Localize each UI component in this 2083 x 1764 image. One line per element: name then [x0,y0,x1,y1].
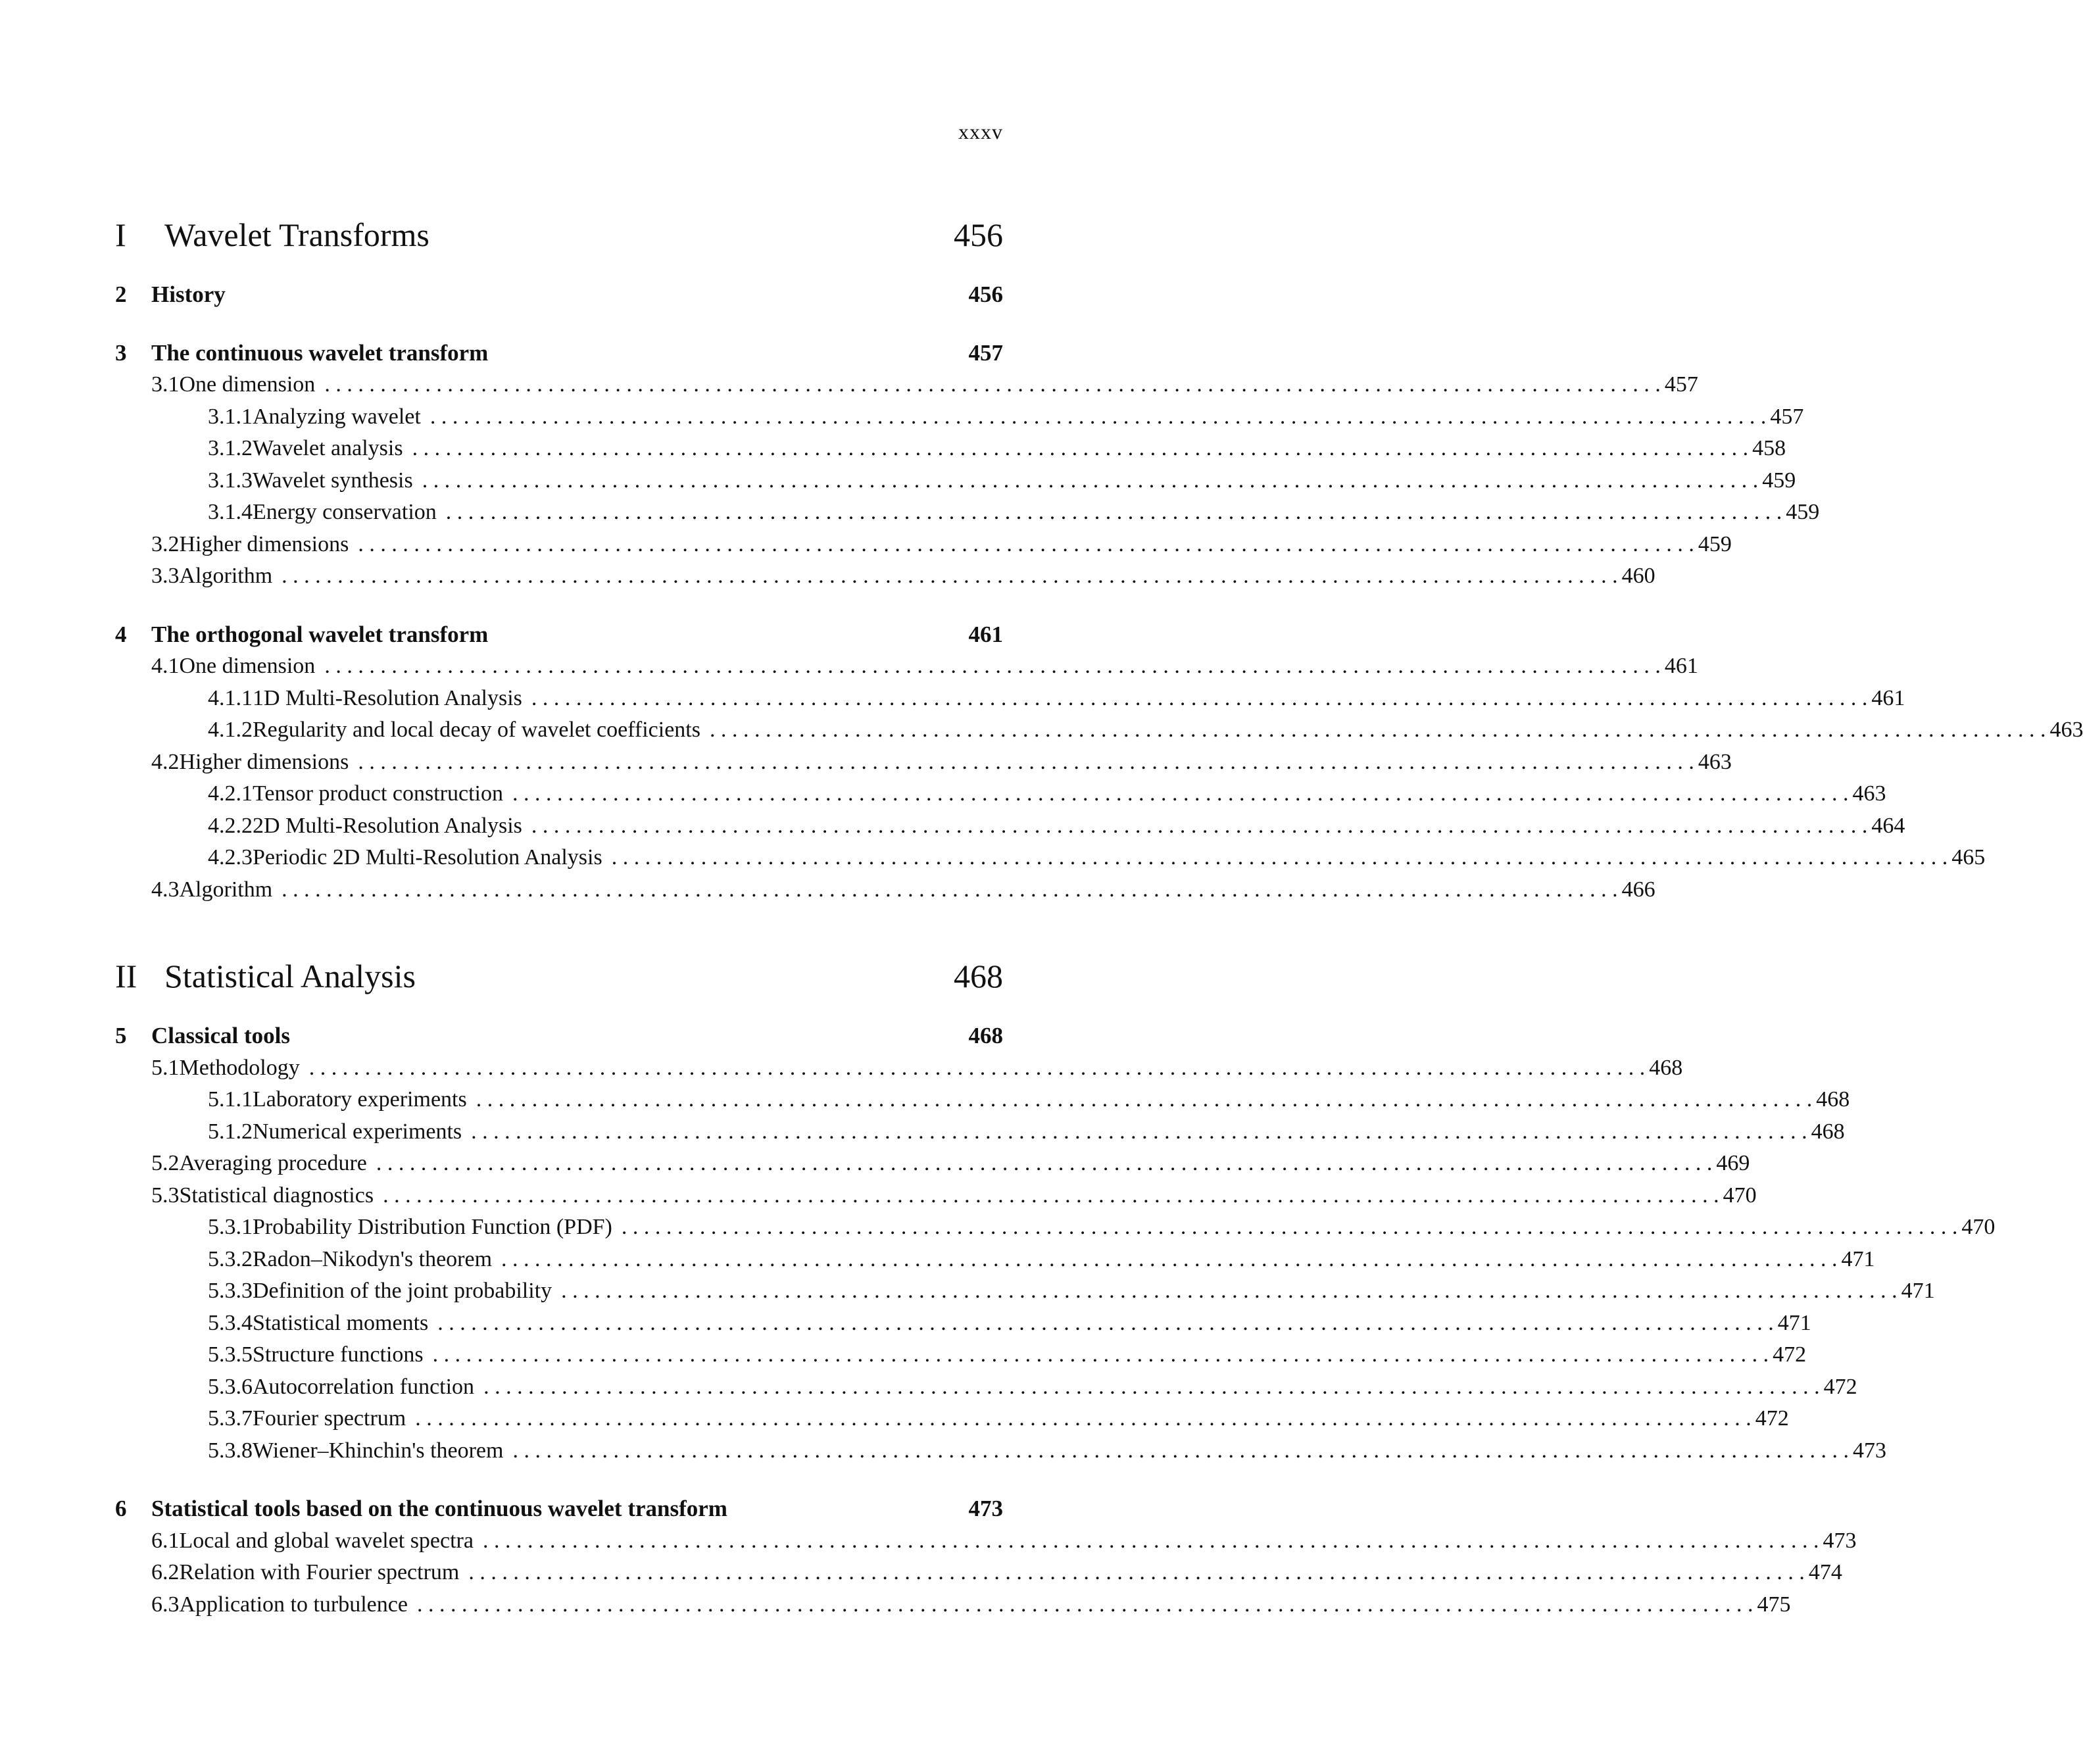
dot-leader: . . . . . . . . . . . . . . . . . . . . . . . . . . . . . . . . . . . . . . . . . . . . . . . . . . . . . . . . . . . . . . . . . . . . . . . . . . . . . . . . . . . . . . . . . . . . . . . . . . . . . . . . . . . . . . . . . . . . . . . . [531,685,1868,710]
entry-title: History [151,282,226,307]
entry-page: 468 [954,958,1003,994]
entry-page: 459 [1786,500,1820,524]
toc-entry-sub[interactable] [115,778,1886,810]
entry-number: 3.3 [151,564,180,588]
entry-page: 460 [1621,564,1655,588]
toc-entry-sec[interactable] [115,1148,1750,1180]
entry-title: Wavelet Transforms [164,216,429,253]
toc-entries [115,212,2083,1621]
entry-number: 5.3.5 [208,1342,253,1367]
entry-number: I [115,216,126,253]
entry-page: 470 [1961,1215,1996,1239]
toc-entry-sub[interactable] [115,1339,1807,1371]
entry-title: The continuous wavelet transform [151,339,489,366]
dot-leader: . . . . . . . . . . . . . . . . . . . . . . . . . . . . . . . . . . . . . . . . . . . . . . . . . . . . . . . . . . . . . . . . . . . . . . . . . . . . . . . . . . . . . . . . . . . . . . . . . . . . . . . . . . . . . . . . . . . . . . . . [611,845,1948,870]
entry-title: Classical tools [151,1023,290,1048]
entry-number: 5.3 [151,1183,180,1208]
entry-number: 5.3.7 [208,1406,253,1431]
entry-title: Definition of the joint probability [253,1279,552,1303]
entry-page: 458 [1752,436,1786,460]
toc-entry-sec[interactable] [115,1589,1791,1621]
entry-page: 468 [1816,1087,1850,1112]
entry-title: Wavelet analysis [253,436,403,460]
table-of-contents [115,116,2083,1621]
dot-leader: . . . . . . . . . . . . . . . . . . . . . . . . . . . . . . . . . . . . . . . . . . . . . . . . . . . . . . . . . . . . . . . . . . . . . . . . . . . . . . . . . . . . . . . . . . . . . . . . . . . . . . . . . . . . . . . . . . . . . . . . [429,404,1767,429]
entry-page: 468 [1649,1055,1683,1080]
entry-number: 5 [115,1023,127,1048]
entry-number: 3.1.2 [208,436,253,460]
entry-title: Higher dimensions [179,531,349,556]
entry-page: 471 [1841,1246,1875,1271]
toc-entry-sub[interactable] [115,1403,1789,1435]
entry-number: 3.2 [151,531,180,556]
entry-number: 3.1.4 [208,500,253,524]
dot-leader: . . . . . . . . . . . . . . . . . . . . . . . . . . . . . . . . . . . . . . . . . . . . . . . . . . . . . . . . . . . . . . . . . . . . . . . . . . . . . . . . . . . . . . . . . . . . . . . . . . . . . . . . . . . . . . . . . . . . . . . . [416,1592,1753,1617]
toc-entry-sec[interactable] [115,747,1732,779]
entry-number: 5.3.6 [208,1374,253,1399]
entry-number: 5.3.3 [208,1279,253,1303]
toc-entry-sub[interactable] [115,810,1905,843]
entry-number: 5.1 [151,1055,180,1080]
entry-title: Tensor product construction [253,781,503,806]
entry-number: 6.3 [151,1592,180,1617]
entry-page: 472 [1823,1374,1857,1399]
entry-number: 6.2 [151,1560,180,1584]
toc-entry-sub[interactable] [115,683,1905,715]
entry-page: 473 [968,1496,1003,1521]
dot-leader: . . . . . . . . . . . . . . . . . . . . . . . . . . . . . . . . . . . . . . . . . . . . . . . . . . . . . . . . . . . . . . . . . . . . . . . . . . . . . . . . . . . . . . . . . . . . . . . . . . . . . . . . . . . . . . . . . . . . . . . . [432,1342,1769,1367]
dot-leader: . . . . . . . . . . . . . . . . . . . . . . . . . . . . . . . . . . . . . . . . . . . . . . . . . . . . . . . . . . . . . . . . . . . . . . . . . . . . . . . . . . . . . . . . . . . . . . . . . . . . . . . . . . . . . . . . . . . . . . . . [412,436,1749,460]
entry-title: Fourier spectrum [253,1406,406,1431]
toc-entry-sec[interactable] [115,560,1655,593]
dot-leader: . . . . . . . . . . . . . . . . . . . . . . . . . . . . . . . . . . . . . . . . . . . . . . . . . . . . . . . . . . . . . . . . . . . . . . . . . . . . . . . . . . . . . . . . . . . . . . . . . . . . . . . . . . . . . . . . . . . . . . . . [561,1279,1898,1303]
dot-leader: . . . . . . . . . . . . . . . . . . . . . . . . . . . . . . . . . . . . . . . . . . . . . . . . . . . . . . . . . . . . . . . . . . . . . . . . . . . . . . . . . . . . . . . . . . . . . . . . . . . . . . . . . . . . . . . . . . . . . . . . [376,1151,1713,1175]
entry-page: 469 [1716,1151,1750,1175]
toc-entry-sub[interactable] [115,465,1796,497]
entry-title: Analyzing wavelet [253,404,421,429]
toc-entry-chap[interactable] [115,1493,1003,1525]
toc-entry-sub[interactable] [115,842,1986,874]
entry-title: Laboratory experiments [253,1087,467,1112]
entry-page: 461 [1664,654,1698,678]
page-number-header: xxxv [958,120,1003,143]
toc-entry-sub[interactable] [115,1116,1845,1148]
toc-entry-sub[interactable] [115,1308,1811,1340]
entry-page: 475 [1757,1592,1791,1617]
toc-entry-sub[interactable] [115,1084,1850,1116]
entry-title: Statistical Analysis [164,958,416,994]
dot-leader: . . . . . . . . . . . . . . . . . . . . . . . . . . . . . . . . . . . . . . . . . . . . . . . . . . . . . . . . . . . . . . . . . . . . . . . . . . . . . . . . . . . . . . . . . . . . . . . . . . . . . . . . . . . . . . . . . . . . . . . . [383,1183,1719,1208]
dot-leader: . . . . . . . . . . . . . . . . . . . . . . . . . . . . . . . . . . . . . . . . . . . . . . . . . . . . . . . . . . . . . . . . . . . . . . . . . . . . . . . . . . . . . . . . . . . . . . . . . . . . . . . . . . . . . . . . . . . . . . . . [282,877,1618,902]
entry-title: Relation with Fourier spectrum [179,1560,460,1584]
dot-leader: . . . . . . . . . . . . . . . . . . . . . . . . . . . . . . . . . . . . . . . . . . . . . . . . . . . . . . . . . . . . . . . . . . . . . . . . . . . . . . . . . . . . . . . . . . . . . . . . . . . . . . . . . . . . . . . . . . . . . . . . [422,468,1759,493]
toc-entry-sub[interactable] [115,1275,1935,1308]
entry-page: 474 [1808,1560,1842,1584]
entry-number: II [115,958,137,994]
entry-number: 5.3.2 [208,1246,253,1271]
toc-entry-sec[interactable] [115,369,1698,401]
entry-title: Statistical diagnostics [179,1183,374,1208]
dot-leader: . . . . . . . . . . . . . . . . . . . . . . . . . . . . . . . . . . . . . . . . . . . . . . . . . . . . . . . . . . . . . . . . . . . . . . . . . . . . . . . . . . . . . . . . . . . . . . . . . . . . . . . . . . . . . . . . . . . . . . . . [324,372,1661,397]
entry-number: 3.1.1 [208,404,253,429]
entry-title: Algorithm [179,877,273,902]
entry-title: Averaging procedure [179,1151,367,1175]
entry-title: 2D Multi-Resolution Analysis [253,813,522,838]
entry-page: 468 [968,1023,1003,1048]
entry-page: 465 [1951,845,1986,870]
entry-page: 472 [1755,1406,1789,1431]
entry-page: 456 [954,216,1003,253]
entry-number: 4 [115,621,127,647]
entry-page: 461 [968,621,1003,647]
entry-title: Application to turbulence [179,1592,408,1617]
dot-leader: . . . . . . . . . . . . . . . . . . . . . . . . . . . . . . . . . . . . . . . . . . . . . . . . . . . . . . . . . . . . . . . . . . . . . . . . . . . . . . . . . . . . . . . . . . . . . . . . . . . . . . . . . . . . . . . . . . . . . . . . [709,718,2046,742]
dot-leader: . . . . . . . . . . . . . . . . . . . . . . . . . . . . . . . . . . . . . . . . . . . . . . . . . . . . . . . . . . . . . . . . . . . . . . . . . . . . . . . . . . . . . . . . . . . . . . . . . . . . . . . . . . . . . . . . . . . . . . . . [501,1246,1838,1271]
entry-title: Radon–Nikodyn's theorem [253,1246,493,1271]
entry-title: Energy conservation [253,500,437,524]
dot-leader: . . . . . . . . . . . . . . . . . . . . . . . . . . . . . . . . . . . . . . . . . . . . . . . . . . . . . . . . . . . . . . . . . . . . . . . . . . . . . . . . . . . . . . . . . . . . . . . . . . . . . . . . . . . . . . . . . . . . . . . . [512,1438,1849,1463]
entry-number: 4.2.2 [208,813,253,838]
dot-leader: . . . . . . . . . . . . . . . . . . . . . . . . . . . . . . . . . . . . . . . . . . . . . . . . . . . . . . . . . . . . . . . . . . . . . . . . . . . . . . . . . . . . . . . . . . . . . . . . . . . . . . . . . . . . . . . . . . . . . . . . [531,813,1868,838]
entry-page: 459 [1762,468,1796,493]
entry-title: Methodology [179,1055,300,1080]
toc-entry-chap[interactable] [115,279,1003,311]
entry-number: 3 [115,339,127,366]
entry-page: 464 [1871,813,1905,838]
dot-leader: . . . . . . . . . . . . . . . . . . . . . . . . . . . . . . . . . . . . . . . . . . . . . . . . . . . . . . . . . . . . . . . . . . . . . . . . . . . . . . . . . . . . . . . . . . . . . . . . . . . . . . . . . . . . . . . . . . . . . . . . [445,500,1782,524]
toc-entry-sub[interactable] [115,497,1820,529]
entry-number: 4.3 [151,877,180,902]
toc-entry-sub[interactable] [115,401,1804,433]
dot-leader: . . . . . . . . . . . . . . . . . . . . . . . . . . . . . . . . . . . . . . . . . . . . . . . . . . . . . . . . . . . . . . . . . . . . . . . . . . . . . . . . . . . . . . . . . . . . . . . . . . . . . . . . . . . . . . . . . . . . . . . . [512,781,1849,806]
entry-number: 5.1.2 [208,1119,253,1144]
entry-title: Wavelet synthesis [253,468,413,493]
entry-title: Periodic 2D Multi-Resolution Analysis [253,845,602,870]
entry-page: 472 [1773,1342,1807,1367]
entry-page: 471 [1777,1310,1811,1335]
toc-entry-sub[interactable] [115,1371,1857,1404]
toc-entry-chap[interactable] [115,1020,1003,1052]
entry-number: 3.1.3 [208,468,253,493]
entry-page: 463 [1852,781,1886,806]
toc-entry-sec[interactable] [115,874,1655,906]
entry-number: 5.3.4 [208,1310,253,1335]
entry-page: 457 [968,339,1003,366]
entry-title: Algorithm [179,564,273,588]
entry-page: 470 [1723,1183,1757,1208]
entry-page: 456 [968,282,1003,307]
toc-entry-sub[interactable] [115,1244,1875,1276]
entry-page: 457 [1664,372,1698,397]
entry-page: 466 [1621,877,1655,902]
dot-leader: . . . . . . . . . . . . . . . . . . . . . . . . . . . . . . . . . . . . . . . . . . . . . . . . . . . . . . . . . . . . . . . . . . . . . . . . . . . . . . . . . . . . . . . . . . . . . . . . . . . . . . . . . . . . . . . . . . . . . . . . [437,1310,1774,1335]
toc-entry-chap[interactable] [115,619,1003,651]
entry-number: 6.1 [151,1528,180,1553]
entry-page: 461 [1871,685,1905,710]
entry-number: 6 [115,1496,127,1521]
entry-title: Numerical experiments [253,1119,462,1144]
entry-title: Probability Distribution Function (PDF) [253,1215,612,1239]
entry-number: 4.2.1 [208,781,253,806]
dot-leader: . . . . . . . . . . . . . . . . . . . . . . . . . . . . . . . . . . . . . . . . . . . . . . . . . . . . . . . . . . . . . . . . . . . . . . . . . . . . . . . . . . . . . . . . . . . . . . . . . . . . . . . . . . . . . . . . . . . . . . . . [358,749,1694,774]
entry-title: One dimension [179,372,316,397]
toc-entry-sec[interactable] [115,1557,1842,1589]
toc-entry-part[interactable] [115,953,1003,999]
toc-entry-part[interactable] [115,212,1003,258]
toc-entry-chap[interactable] [115,337,1003,370]
toc-entry-sec[interactable] [115,1525,1857,1557]
entry-number: 5.2 [151,1151,180,1175]
entry-number: 5.3.8 [208,1438,253,1463]
dot-leader: . . . . . . . . . . . . . . . . . . . . . . . . . . . . . . . . . . . . . . . . . . . . . . . . . . . . . . . . . . . . . . . . . . . . . . . . . . . . . . . . . . . . . . . . . . . . . . . . . . . . . . . . . . . . . . . . . . . . . . . . [476,1087,1813,1112]
entry-page: 463 [1698,749,1732,774]
entry-title: Autocorrelation function [253,1374,475,1399]
dot-leader: . . . . . . . . . . . . . . . . . . . . . . . . . . . . . . . . . . . . . . . . . . . . . . . . . . . . . . . . . . . . . . . . . . . . . . . . . . . . . . . . . . . . . . . . . . . . . . . . . . . . . . . . . . . . . . . . . . . . . . . . [468,1560,1805,1584]
entry-number: 4.1 [151,654,180,678]
entry-page: 471 [1901,1279,1935,1303]
dot-leader: . . . . . . . . . . . . . . . . . . . . . . . . . . . . . . . . . . . . . . . . . . . . . . . . . . . . . . . . . . . . . . . . . . . . . . . . . . . . . . . . . . . . . . . . . . . . . . . . . . . . . . . . . . . . . . . . . . . . . . . . [358,531,1694,556]
toc-entry-sec[interactable] [115,1052,1683,1085]
toc-entry-sub[interactable] [115,433,1786,465]
dot-leader: . . . . . . . . . . . . . . . . . . . . . . . . . . . . . . . . . . . . . . . . . . . . . . . . . . . . . . . . . . . . . . . . . . . . . . . . . . . . . . . . . . . . . . . . . . . . . . . . . . . . . . . . . . . . . . . . . . . . . . . . [621,1215,1958,1239]
toc-entry-sub[interactable] [115,1212,1996,1244]
entry-title: The orthogonal wavelet transform [151,621,489,647]
dot-leader: . . . . . . . . . . . . . . . . . . . . . . . . . . . . . . . . . . . . . . . . . . . . . . . . . . . . . . . . . . . . . . . . . . . . . . . . . . . . . . . . . . . . . . . . . . . . . . . . . . . . . . . . . . . . . . . . . . . . . . . . [324,654,1661,678]
entry-title: Statistical moments [253,1310,429,1335]
entry-title: Local and global wavelet spectra [179,1528,474,1553]
toc-entry-sec[interactable] [115,650,1698,683]
entry-number: 3.1 [151,372,180,397]
entry-number: 5.3.1 [208,1215,253,1239]
entry-number: 4.1.1 [208,685,253,710]
entry-title: Higher dimensions [179,749,349,774]
entry-number: 4.2.3 [208,845,253,870]
entry-page: 468 [1811,1119,1845,1144]
entry-page: 457 [1770,404,1804,429]
dot-leader: . . . . . . . . . . . . . . . . . . . . . . . . . . . . . . . . . . . . . . . . . . . . . . . . . . . . . . . . . . . . . . . . . . . . . . . . . . . . . . . . . . . . . . . . . . . . . . . . . . . . . . . . . . . . . . . . . . . . . . . . [282,564,1618,588]
entry-page: 473 [1852,1438,1886,1463]
entry-title: Structure functions [253,1342,424,1367]
entry-page: 463 [2049,718,2083,742]
toc-entry-sec[interactable] [115,1180,1757,1212]
dot-leader: . . . . . . . . . . . . . . . . . . . . . . . . . . . . . . . . . . . . . . . . . . . . . . . . . . . . . . . . . . . . . . . . . . . . . . . . . . . . . . . . . . . . . . . . . . . . . . . . . . . . . . . . . . . . . . . . . . . . . . . . [415,1406,1752,1431]
entry-title: Regularity and local decay of wavelet coefficients [253,718,700,742]
entry-number: 4.2 [151,749,180,774]
dot-leader: . . . . . . . . . . . . . . . . . . . . . . . . . . . . . . . . . . . . . . . . . . . . . . . . . . . . . . . . . . . . . . . . . . . . . . . . . . . . . . . . . . . . . . . . . . . . . . . . . . . . . . . . . . . . . . . . . . . . . . . . [308,1055,1646,1080]
toc-entry-sec[interactable] [115,529,1732,561]
dot-leader: . . . . . . . . . . . . . . . . . . . . . . . . . . . . . . . . . . . . . . . . . . . . . . . . . . . . . . . . . . . . . . . . . . . . . . . . . . . . . . . . . . . . . . . . . . . . . . . . . . . . . . . . . . . . . . . . . . . . . . . . [471,1119,1807,1144]
entry-title: One dimension [179,654,316,678]
entry-title: Wiener–Khinchin's theorem [253,1438,504,1463]
entry-number: 4.1.2 [208,718,253,742]
entry-number: 2 [115,282,127,307]
toc-entry-sub[interactable] [115,714,2083,747]
entry-title: Statistical tools based on the continuous wavelet transform [151,1496,727,1521]
entry-page: 473 [1823,1528,1857,1553]
entry-number: 5.1.1 [208,1087,253,1112]
entry-title: 1D Multi-Resolution Analysis [253,685,522,710]
dot-leader: . . . . . . . . . . . . . . . . . . . . . . . . . . . . . . . . . . . . . . . . . . . . . . . . . . . . . . . . . . . . . . . . . . . . . . . . . . . . . . . . . . . . . . . . . . . . . . . . . . . . . . . . . . . . . . . . . . . . . . . . [482,1528,1819,1553]
toc-entry-sub[interactable] [115,1435,1886,1467]
entry-page: 459 [1698,531,1732,556]
dot-leader: . . . . . . . . . . . . . . . . . . . . . . . . . . . . . . . . . . . . . . . . . . . . . . . . . . . . . . . . . . . . . . . . . . . . . . . . . . . . . . . . . . . . . . . . . . . . . . . . . . . . . . . . . . . . . . . . . . . . . . . . [483,1374,1820,1399]
